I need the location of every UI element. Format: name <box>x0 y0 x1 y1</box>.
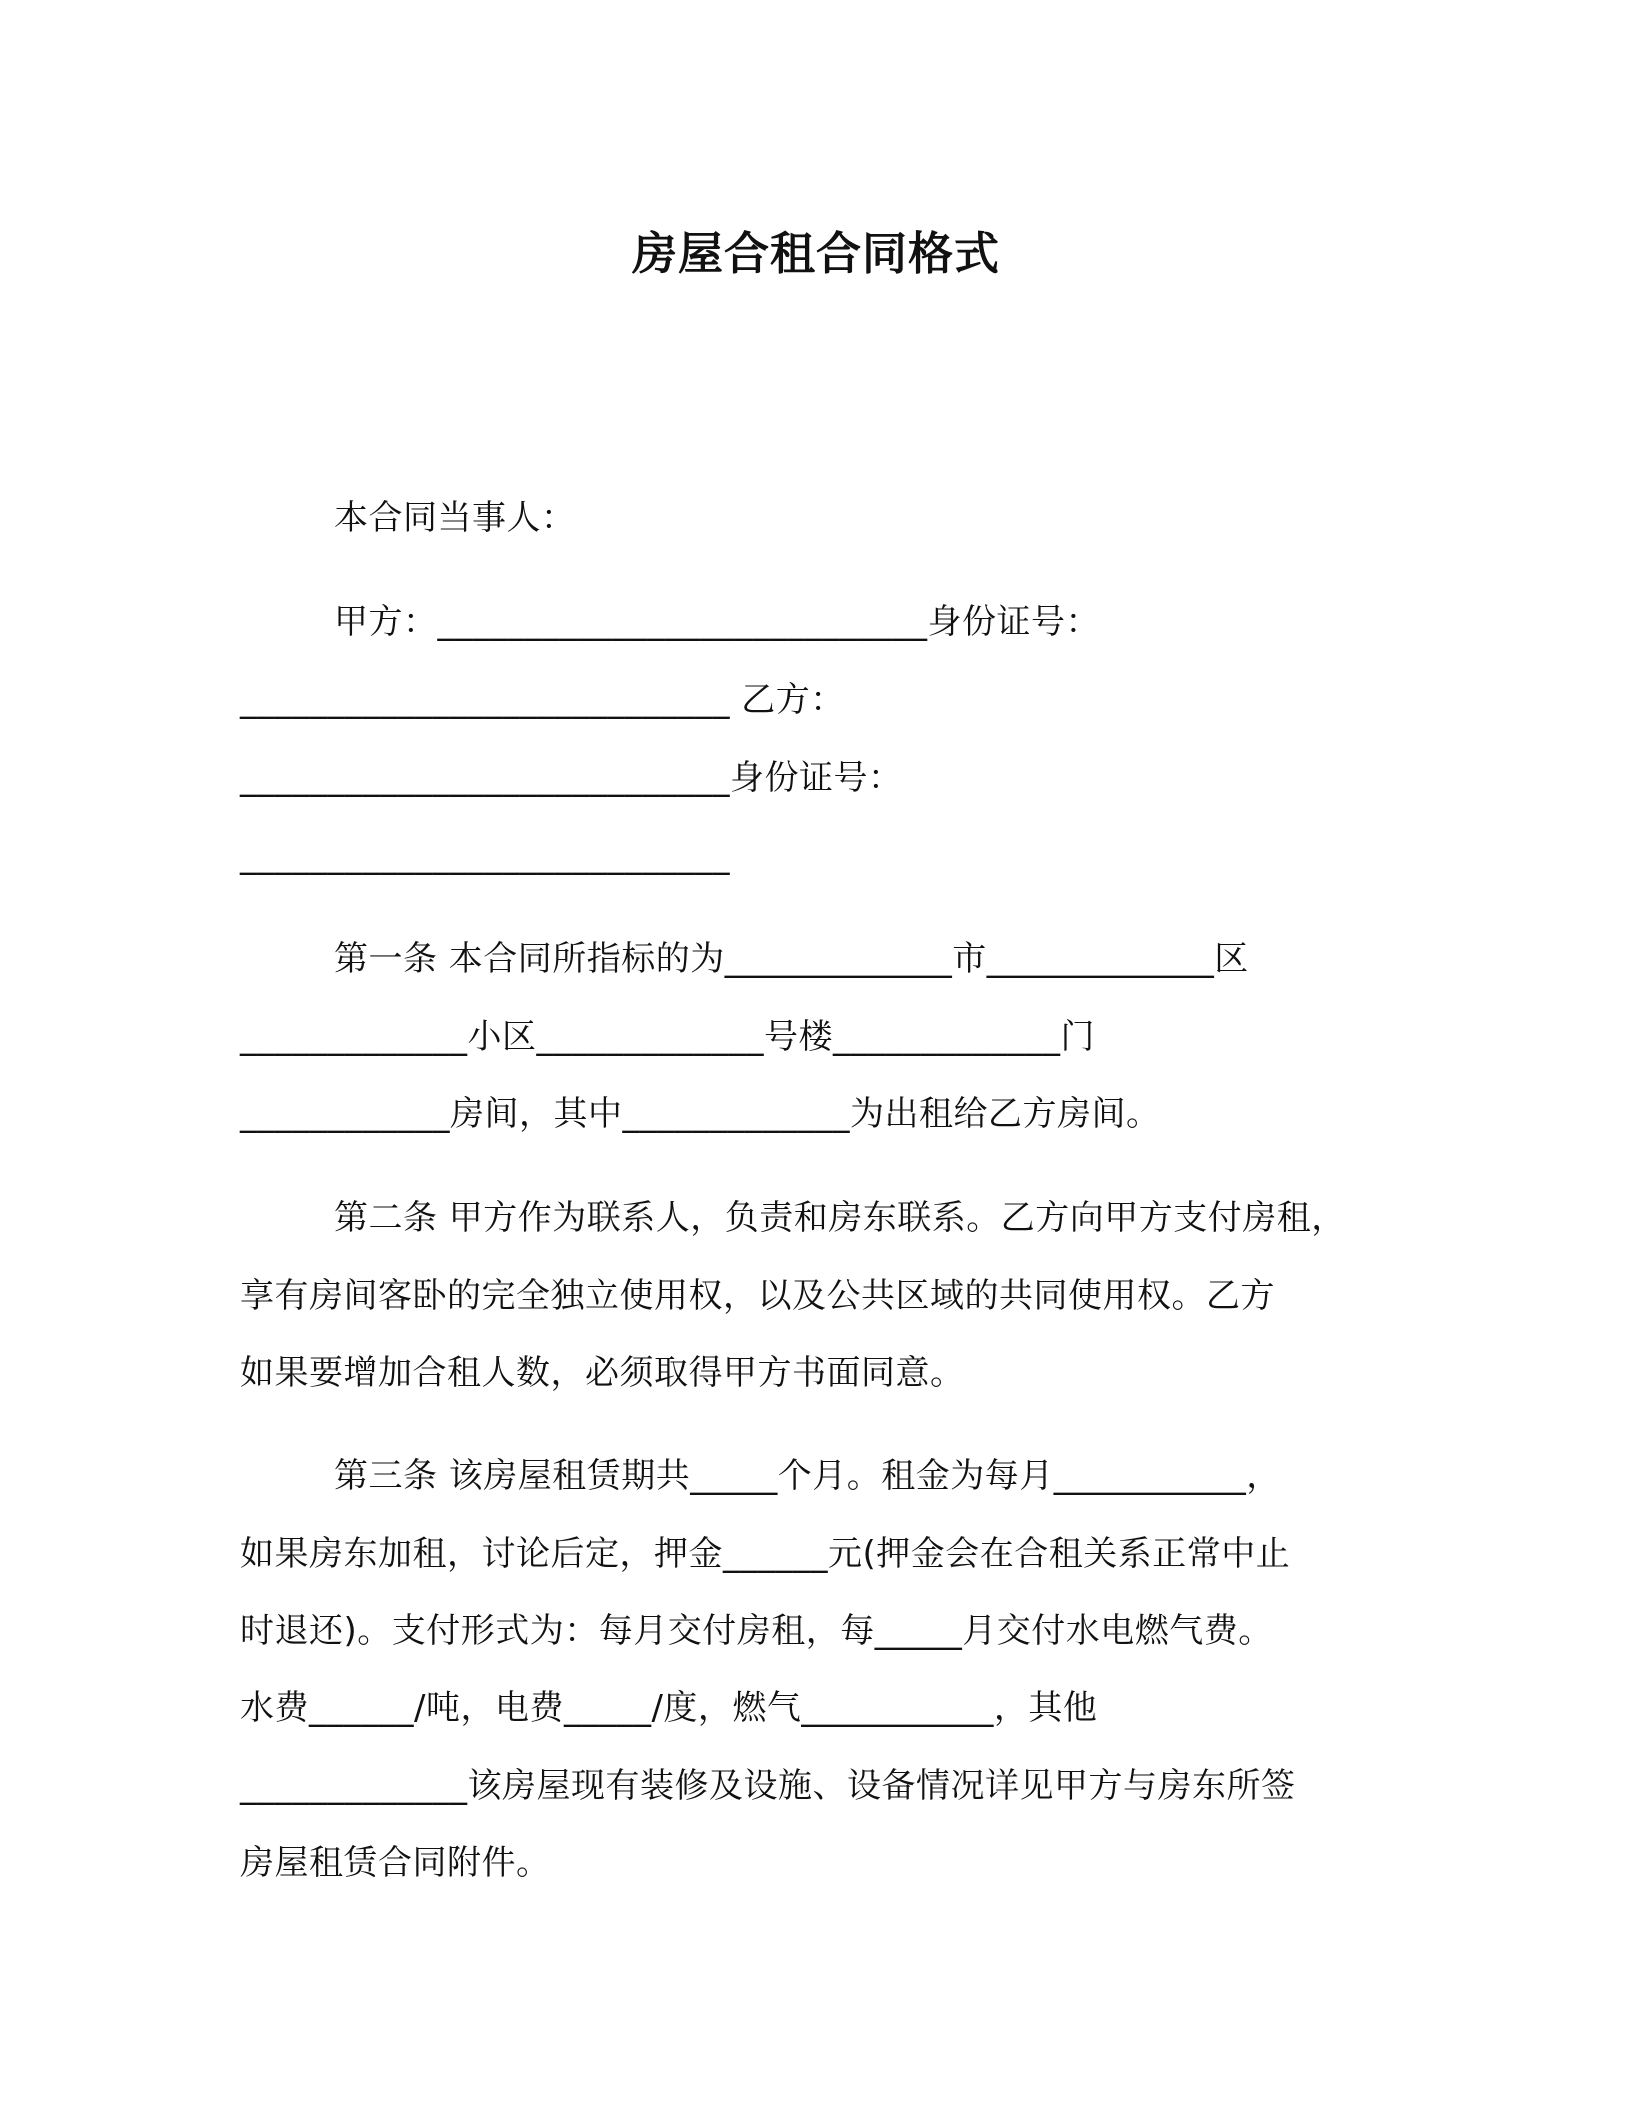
article-1-line-2: _____________小区_____________号楼_____________门 <box>240 1017 1095 1057</box>
article-3-line-5: _____________该房屋现有装修及设施、设备情况详见甲方与房东所签 <box>240 1766 1296 1806</box>
article-3-line-1: 第三条 该房屋租赁期共_____个月。租金为每月___________， <box>334 1456 1281 1496</box>
document-title: 房屋合租合同格式 <box>631 227 1000 280</box>
article-2-line-1: 第二条 甲方作为联系人，负责和房东联系。乙方向甲方支付房租， <box>334 1198 1346 1238</box>
party-b-id-blank-line: ____________________________ <box>240 836 730 876</box>
parties-heading: 本合同当事人： <box>334 498 576 538</box>
article-1-line-1: 第一条 本合同所指标的为_____________市_____________区 <box>334 939 1249 979</box>
article-3-line-6: 房屋租赁合同附件。 <box>240 1843 551 1883</box>
party-b-line: ____________________________身份证号： <box>240 758 903 798</box>
article-3-line-3: 时退还)。支付形式为：每月交付房租，每_____月交付水电燃气费。 <box>240 1611 1273 1651</box>
article-2-line-2: 享有房间客卧的完全独立使用权，以及公共区域的共同使用权。乙方 <box>240 1276 1275 1316</box>
party-a-id-blank-line: ____________________________ 乙方： <box>240 680 845 720</box>
article-1-line-3: ____________房间，其中_____________为出租给乙方房间。 <box>240 1094 1161 1134</box>
article-2-line-3: 如果要增加合租人数，必须取得甲方书面同意。 <box>240 1353 965 1393</box>
article-3-line-4: 水费______/吨，电费_____/度，燃气___________，其他 <box>240 1688 1098 1728</box>
party-a-line: 甲方：____________________________身份证号： <box>334 602 1100 642</box>
article-3-line-2: 如果房东加租，讨论后定，押金______元(押金会在合租关系正常中止 <box>240 1534 1291 1574</box>
